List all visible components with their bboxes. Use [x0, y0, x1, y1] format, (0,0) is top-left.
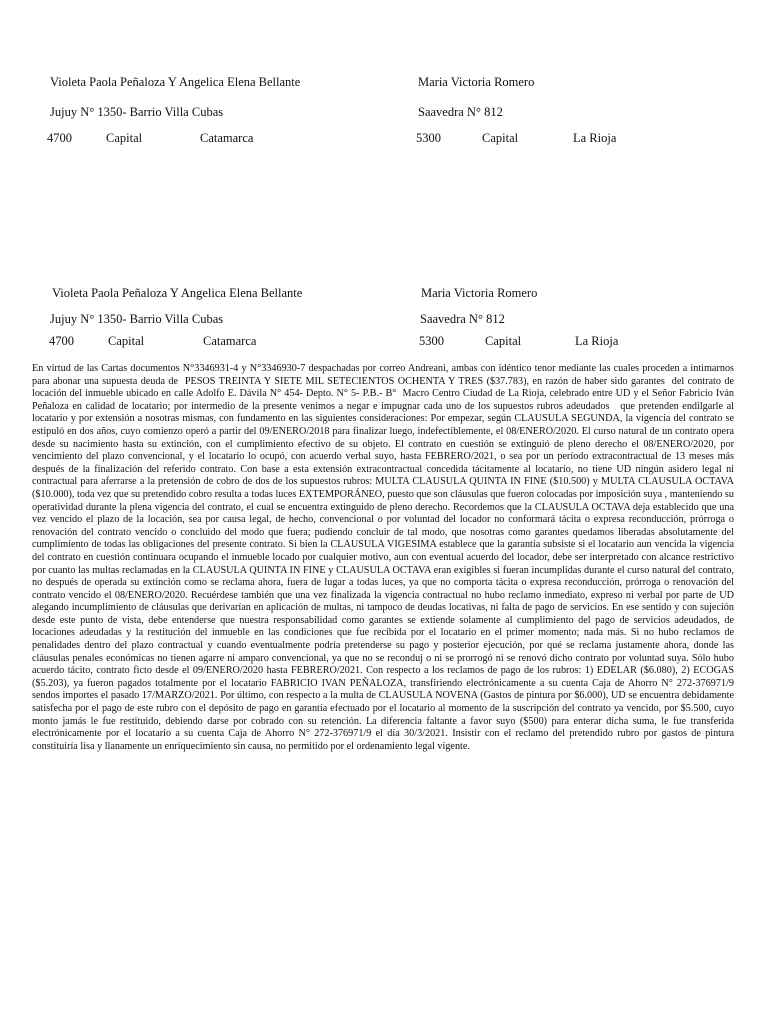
sender-province: Catamarca	[203, 334, 257, 348]
recipient-province: La Rioja	[573, 131, 617, 145]
recipient-zip: 5300	[419, 334, 444, 348]
recipient-name: Maria Victoria Romero	[421, 286, 538, 300]
recipient-street: Saavedra N° 812	[420, 312, 505, 326]
sender-name: Violeta Paola Peñaloza Y Angelica Elena Bellante	[52, 286, 303, 300]
recipient-street: Saavedra N° 812	[418, 105, 503, 119]
sender-province: Catamarca	[200, 131, 254, 145]
recipient-name: Maria Victoria Romero	[418, 75, 535, 89]
sender-street: Jujuy N° 1350- Barrio Villa Cubas	[50, 312, 224, 326]
sender-city: Capital	[108, 334, 145, 348]
sender-zip: 4700	[47, 131, 72, 145]
recipient-city: Capital	[482, 131, 519, 145]
recipient-zip: 5300	[416, 131, 441, 145]
address-block-2	[0, 0, 768, 360]
recipient-province: La Rioja	[575, 334, 619, 348]
sender-street: Jujuy N° 1350- Barrio Villa Cubas	[50, 105, 224, 119]
sender-zip: 4700	[49, 334, 74, 348]
letter-body: En virtud de las Cartas documentos N°3346931-4 y N°3346930-7 despachadas por correo Andreani, ambas con idéntico tenor mediante las cuales proceden a intimarnos para abonar una supuesta deuda de PESOS TREINTA Y SIETE MIL SETECIENTOS OCHENTA Y TRES ($37.783), en razón de haber sido garantes del contrato de locación del inmueble ubicado en calle Adolfo E. Dávila N° 454- Depto. N° 5- P.B.- B° Macro Centro Ciudad de La Rioja, celebrado entre UD y el Señor Fabricio Iván Peñaloza en calidad de locatario; por intermedio de la presente venimos a negar e impugnar cada uno de los supuestos rubros adeudados que pretenden endilgarle al locatario y por extensión a nosotras mismas, con fundamento en las siguientes consideraciones: Por empezar, según CLAUSULA SEGUNDA, la vigencia del contrato se estipuló en dos años, cuyo comienzo operó a partir del 09/ENERO/2018 para finalizar luego, indefectiblemente, el 08/ENERO/2020. El curso natural de un contrato opera desde su nacimiento hasta su extinción, con el cumplimiento efectivo de su objeto. El contrato en cuestión se extinguió de pleno derecho el 08/ENERO/2020, por vencimiento del plazo convencional, y el locatario lo ocupó, con acuerdo verbal suyo, hasta FEBRERO/2021, o sea por un período extracontractual de 13 meses más después de la finalización del referido contrato. Con base a esta extensión extracontractual concedida tácitamente al locatario, no tiene UD ningún asidero legal ni contractual para aferrarse a la pretensión de cobro de dos de los supuestos rubros: MULTA CLAUSULA QUINTA IN FINE ($10.500) y MULTA CLAUSULA OCTAVA ($10.000), toda vez que su pretendido cobro resulta a todas luces EXTEMPORÁNEO, puesto que son cláusulas que fueron colocadas por imposición suya , manteniendo su operatividad durante la plena vigencia del contrato, el cual se encuentra extinguido de pleno derecho. Recordemos que la CLAUSULA OCTAVA deja establecido que una vez vencido el plazo de la locación, sea por causa legal, de hecho, convencional o por voluntad del locador no conformará tácita o expresa reconducción, prórroga o renovación del contrato vencido o concluido del modo que fuera; pudiendo concluir de tal modo, que nosotras como garantes quedamos liberadas absolutamente del cumplimiento de todas las obligaciones del presente contrato. Si bien la CLAUSULA VIGESIMA establece que la garantía subsiste si el locatario aun vencida la vigencia del contrato en cuestión continuara ocupando el inmueble locado por cualquier motivo, aun con eventual acuerdo del locador, debe ser interpretado con alcance restrictivo por cuanto las multas reclamadas en la CLAUSULA QUINTA IN FINE y CLAUSULA OCTAVA eran exigibles si fueran incumplidas durante el curso natural del contrato, no después de operada su extinción como se reclama ahora, fuera de lugar a todas luces, ya que no comporta tácita o expresa reconducción, prórroga o renovación del contrato vencido el 08/ENERO/2020. Recuérdese también que una vez finalizada la vigencia contractual no hubo reclamo inmediato, expreso ni verbal por parte de UD alegando incumplimiento de cláusulas que derivarían en aplicación de multas, ni tampoco de deudas locativas, ni falta de pago de servicios. En ese sentido y con sujeción desde este punto de vista, debe entenderse que nuestra responsabilidad como garantes se extiende solamente al cumplimiento del pago de servicios adeudados, de locaciones adeudadas y la restitución del inmueble en las condiciones que fue recibida por el locatario en el primer momento; nada más. Si no hubo reclamos de penalidades dentro del plazo contractual y cuando eventualmente podría pretenderse su pago y posterior ejecución, por qué se reclama justamente ahora, donde las cláusulas penales económicas no tienen agarre ni amparo convencional, ya que no se reconduj o ni se prorrogó ni se renovó dicho contrato por voluntad suya. Sólo hubo acuerdo tácito, contrato ficto desde el 09/ENERO/2020 hasta FEBRERO/2021. Con respecto a los reclamos de pago de los rubros: 1) EDELAR ($6.080), 2) ECOGAS ($5.203), ya fueron pagados totalmente por el locatario FABRICIO IVAN PEÑALOZA, transfiriendo electrónicamente a su cuenta Caja de Ahorro N° 272-376971/9 sendos importes el pasado 17/MARZO/2021. Por último, con respecto a la multa de CLAUSULA NOVENA (Gastos de pintura por $6.000), UD se encuentra debidamente satisfecha por el pago de este rubro con el depósito de pago en garantía efectuado por el locatario al momento de la suscripción del contrato ya vencido, por $5.500, cuyo monto jamás le fue restituido, debiendo darse por cobrado con su retención. La diferencia faltante a favor suyo ($500) para enterar dicha suma, le fue transferida electrónicamente por el locatario a su cuenta Caja de Ahorro N° 272-376971/9 el día 30/3/2021. Insistir con el reclamo del pretendido rubro por gastos de pintura constituiría lisa y llanamente un enriquecimiento sin causa, no permitido por el ordenamiento legal vigente.	[32, 363, 740, 752]
sender-city: Capital	[106, 131, 143, 145]
sender-name: Violeta Paola Peñaloza Y Angelica Elena Bellante	[50, 75, 301, 89]
recipient-city: Capital	[485, 334, 522, 348]
